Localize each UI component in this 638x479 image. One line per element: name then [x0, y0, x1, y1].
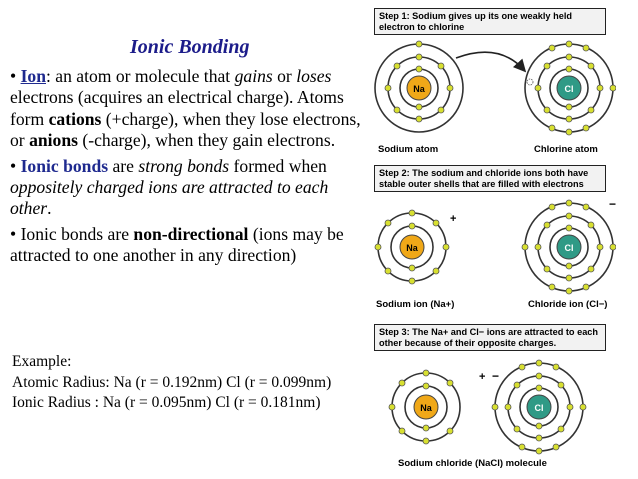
- bullet-marker: •: [10, 66, 21, 86]
- text-run: (+charge), when they lose electrons, or: [10, 108, 361, 151]
- text-run: .: [47, 198, 52, 219]
- electron: [416, 66, 422, 72]
- electron: [385, 85, 391, 91]
- term-ionic-bonds: Ionic bonds: [20, 155, 109, 176]
- caption-sodium-atom: Sodium atom: [378, 144, 439, 155]
- electron: [438, 63, 444, 69]
- electron: [394, 63, 400, 69]
- plus-sign: +: [450, 213, 457, 225]
- plus-sign: +: [479, 371, 486, 383]
- bullet-list: [10, 66, 372, 267]
- na-label: Na: [420, 403, 432, 413]
- slide-title: Ionic Bonding: [130, 36, 250, 58]
- text-run: : an atom or molecule that: [46, 66, 235, 86]
- chlorine-atom: [525, 41, 616, 135]
- example-label: Example:: [12, 353, 72, 370]
- text-run: (ions may be attracted to one another in any direction): [10, 223, 344, 266]
- text-run: formed when: [229, 155, 327, 176]
- step2-caption: Step 2: The sodium and chloride ions both have stable outer shells that are filled with electrons: [374, 165, 606, 192]
- ionic-bonding-diagram: [364, 2, 616, 476]
- minus-sign: −: [492, 369, 500, 383]
- step3-caption: Step 3: The Na+ and Cl− ions are attracted to each other because of their opposite charges.: [374, 324, 606, 351]
- sodium-ion: [375, 210, 456, 284]
- text-cations: cations: [48, 108, 102, 129]
- caption-chlorine-atom: Chlorine atom: [534, 144, 598, 155]
- minus-sign: −: [609, 197, 616, 211]
- electron: [416, 41, 422, 47]
- electron: [416, 54, 422, 60]
- step1-caption: Step 1: Sodium gives up its one weakly held electron to chlorine: [374, 8, 606, 35]
- electron: [438, 107, 444, 113]
- caption-chloride-ion: Chloride ion (Cl−): [528, 299, 608, 310]
- term-ion: Ion: [20, 66, 46, 86]
- text-strong-bonds: strong bonds: [138, 155, 230, 176]
- bullet-non-directional: [10, 224, 372, 267]
- text-non-directional: non-directional: [133, 223, 249, 244]
- atom-drawings: [364, 2, 616, 476]
- bullet-marker: •: [10, 155, 21, 176]
- example-block: [12, 352, 331, 414]
- ionic-radius: Ionic Radius : Na (r = 0.095nm) Cl (r = 0.181nm): [12, 394, 321, 411]
- bullet-ion: [10, 66, 372, 152]
- cl-label: Cl: [564, 243, 574, 253]
- electron: [416, 116, 422, 122]
- text-loses: loses: [296, 66, 332, 86]
- text-run: are: [108, 155, 139, 176]
- text-gains: gains: [234, 66, 273, 86]
- caption-sodium-ion: Sodium ion (Na+): [376, 299, 455, 310]
- cl-label: Cl: [534, 403, 544, 413]
- text-run: Ionic bonds are: [20, 223, 134, 244]
- text-run: electrons (acquires an electrical charge). Atoms form: [10, 87, 344, 129]
- text-run: (-charge), when they gain electrons.: [77, 130, 336, 151]
- text-oppositely-charged: oppositely charged ions are attracted to each other: [10, 177, 329, 219]
- chloride-ion: [522, 197, 616, 294]
- transfer-arrow: [456, 52, 524, 70]
- bullet-ionic-bonds: [10, 156, 372, 220]
- electron: [447, 85, 453, 91]
- text-run: or: [272, 66, 297, 86]
- na-label: Na: [406, 243, 418, 253]
- na-label: Na: [413, 84, 425, 94]
- electron: [394, 107, 400, 113]
- sodium-atom: [375, 41, 463, 132]
- bullet-marker: •: [10, 223, 21, 244]
- electron: [416, 104, 422, 110]
- text-anions: anions: [29, 130, 78, 151]
- cl-label: Cl: [564, 84, 574, 94]
- nacl-molecule: [389, 360, 586, 454]
- atomic-radius: Atomic Radius: Na (r = 0.192nm) Cl (r = 0.099nm): [12, 373, 332, 391]
- caption-nacl-molecule: Sodium chloride (NaCl) molecule: [398, 458, 547, 469]
